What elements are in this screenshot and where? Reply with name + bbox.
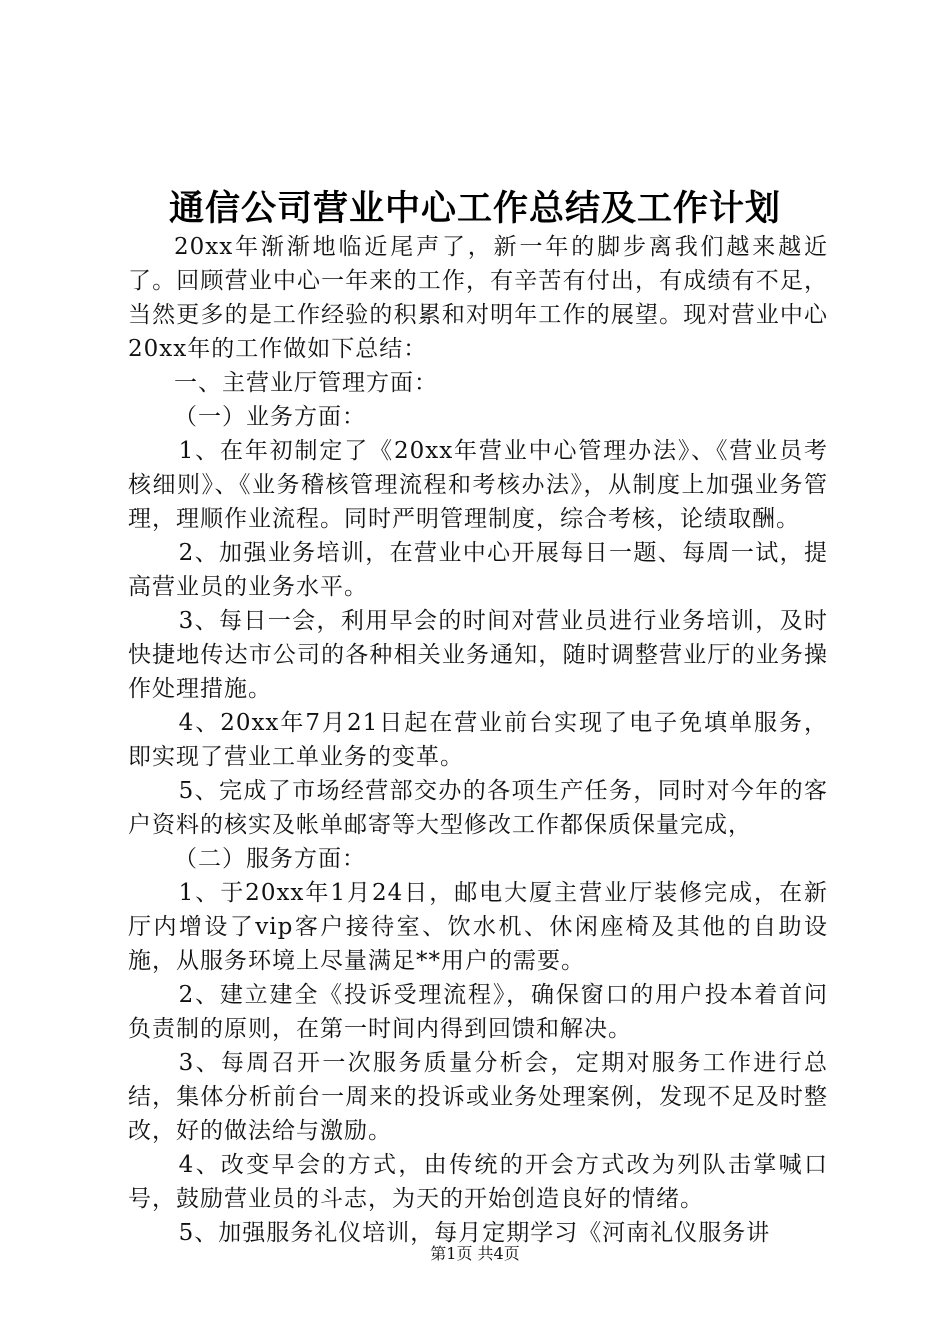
intro-paragraph: 20xx年渐渐地临近尾声了，新一年的脚步离我们越来越近了。回顾营业中心一年来的工作，有辛苦有付出，有成绩有不足，当然更多的是工作经验的积累和对明年工作的展望。现对营业中心20xx年的工作做如下总结： bbox=[128, 234, 828, 362]
service-item-2: 2、建立建全《投诉受理流程》，确保窗口的用户投本着首问负责制的原则，在第一时间内得到回馈和解决。 bbox=[128, 982, 828, 1042]
service-item-1: 1、于20xx年1月24日，邮电大厦主营业厅装修完成，在新厅内增设了vip客户接待室、饮水机、休闲座椅及其他的自助设施，从服务环境上尽量满足**用户的需要。 bbox=[128, 880, 828, 974]
business-item-1: 1、在年初制定了《20xx年营业中心管理办法》、《营业员考核细则》、《业务稽核管理流程和考核办法》，从制度上加强业务管理，理顺作业流程。同时严明管理制度，综合考核，论绩取酬。 bbox=[128, 438, 828, 532]
subsection-heading-service: （二）服务方面： bbox=[174, 846, 366, 872]
service-item-5: 5、加强服务礼仪培训，每月定期学习《河南礼仪服务讲 bbox=[178, 1220, 771, 1246]
business-item-5: 5、完成了市场经营部交办的各项生产任务，同时对今年的客户资料的核实及帐单邮寄等大型修改工作都保质保量完成， bbox=[128, 778, 828, 838]
business-item-3: 3、每日一会，利用早会的时间对营业员进行业务培训，及时快捷地传达市公司的各种相关业务通知，随时调整营业厅的业务操作处理措施。 bbox=[128, 608, 828, 702]
page-footer: 第1页 共4页 bbox=[430, 1244, 520, 1263]
document-title: 通信公司营业中心工作总结及工作计划 bbox=[168, 189, 781, 229]
service-item-3: 3、每周召开一次服务质量分析会，定期对服务工作进行总结，集体分析前台一周来的投诉或业务处理案例，发现不足及时整改，好的做法给与激励。 bbox=[128, 1050, 828, 1144]
business-item-4: 4、20xx年7月21日起在营业前台实现了电子免填单服务，即实现了营业工单业务的变革。 bbox=[128, 710, 828, 770]
subsection-heading-business: （一）业务方面： bbox=[174, 404, 366, 430]
document-body bbox=[128, 230, 828, 1250]
section-heading-hall-management: 一、主营业厅管理方面： bbox=[174, 370, 438, 396]
business-item-2: 2、加强业务培训，在营业中心开展每日一题、每周一试，提高营业员的业务水平。 bbox=[128, 540, 828, 600]
service-item-4: 4、改变早会的方式，由传统的开会方式改为列队击掌喊口号，鼓励营业员的斗志，为天的开始创造良好的情绪。 bbox=[128, 1152, 828, 1212]
